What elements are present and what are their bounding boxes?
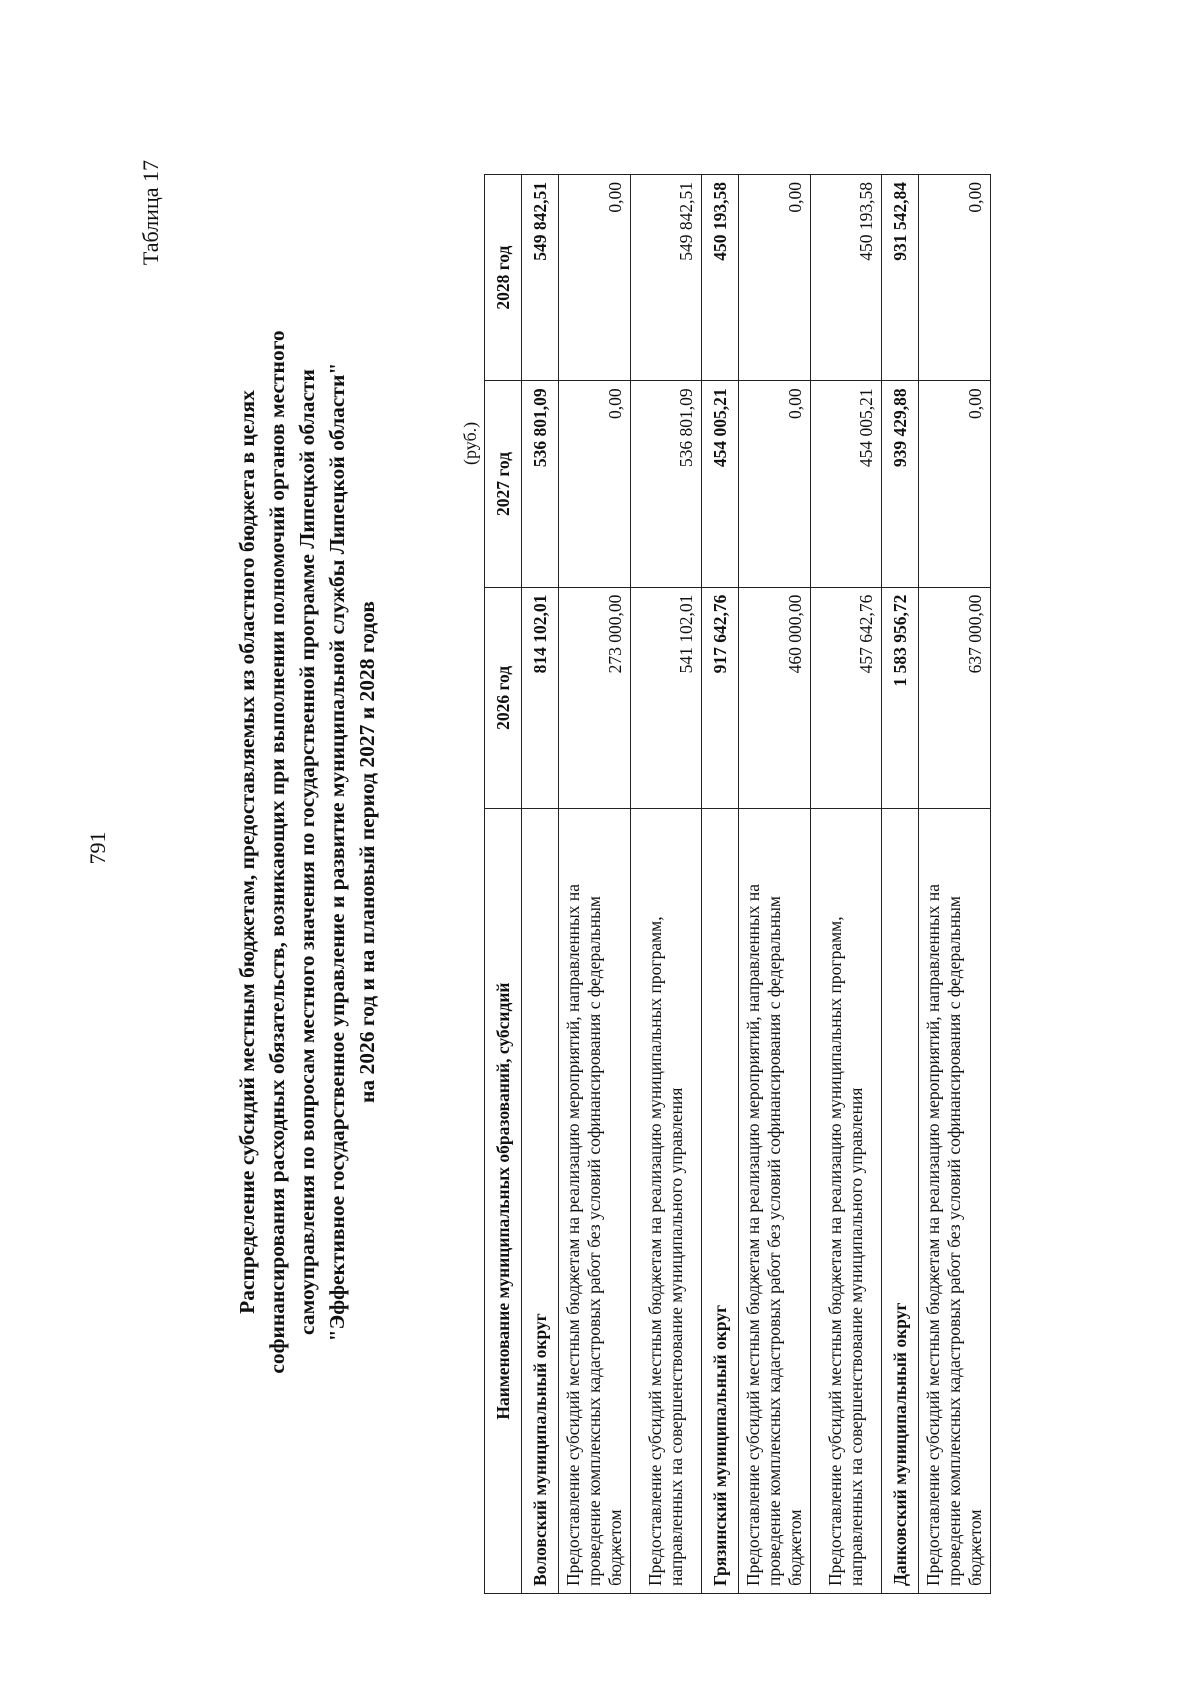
value-2028: 0,00 xyxy=(559,175,631,381)
table-row-item xyxy=(919,175,991,1594)
value-2027: 454 005,21 xyxy=(811,381,882,587)
row-name: Данковский муниципальный округ xyxy=(882,809,919,1594)
value-2027: 454 005,21 xyxy=(702,381,739,587)
title-line: самоуправления по вопросам местного значения по государственной программе Липецкой области xyxy=(295,369,319,1335)
value-2026: 457 642,76 xyxy=(811,587,882,808)
value-2027: 536 801,09 xyxy=(631,381,702,587)
value-2026: 637 000,00 xyxy=(919,587,991,808)
subsidy-table xyxy=(484,174,991,1594)
header-2028: 2028 год xyxy=(485,175,522,381)
value-2027: 939 429,88 xyxy=(882,381,919,587)
row-name: Предоставление субсидий местным бюджетам на реализацию мероприятий, направленных на проведение комплексных кадастровых работ без условий софинансирования с федеральным бюджетом xyxy=(559,809,631,1594)
row-name: Предоставление субсидий местным бюджетам на реализацию мероприятий, направленных на проведение комплексных кадастровых работ без условий софинансирования с федеральным бюджетом xyxy=(739,809,811,1594)
value-2027: 0,00 xyxy=(559,381,631,587)
page-number: 791 xyxy=(85,831,110,865)
row-name: Предоставление субсидий местным бюджетам на реализацию мероприятий, направленных на проведение комплексных кадастровых работ без условий софинансирования с федеральным бюджетом xyxy=(919,809,991,1594)
document-title xyxy=(232,182,382,1522)
header-name: Наименование муниципальных образований, субсидий xyxy=(485,809,522,1594)
title-line: софинансирования расходных обязательств, возникающих при выполнении полномочий органов местного xyxy=(265,330,289,1374)
table-row-item xyxy=(631,175,702,1594)
value-2026: 273 000,00 xyxy=(559,587,631,808)
value-2026: 460 000,00 xyxy=(739,587,811,808)
value-2026: 1 583 956,72 xyxy=(882,587,919,808)
table-label: Таблица 17 xyxy=(138,160,163,266)
value-2028: 450 193,58 xyxy=(702,175,739,381)
title-line: "Эффективное государственное управление и развитие муниципальной службы Липецкой области" xyxy=(325,362,349,1342)
row-name: Воловский муниципальный округ xyxy=(522,809,559,1594)
value-2028: 931 542,84 xyxy=(882,175,919,381)
value-2027: 0,00 xyxy=(919,381,991,587)
table-row-item xyxy=(811,175,882,1594)
title-line: Распределение субсидий местным бюджетам, предоставляемых из областного бюджета в целях xyxy=(235,390,259,1314)
table-row-district xyxy=(702,175,739,1594)
value-2027: 536 801,09 xyxy=(522,381,559,587)
value-2028: 549 842,51 xyxy=(631,175,702,381)
value-2026: 814 102,01 xyxy=(522,587,559,808)
value-2028: 0,00 xyxy=(739,175,811,381)
value-2026: 917 642,76 xyxy=(702,587,739,808)
value-2027: 0,00 xyxy=(739,381,811,587)
table-row-item xyxy=(739,175,811,1594)
header-2026: 2026 год xyxy=(485,587,522,808)
table-row-item xyxy=(559,175,631,1594)
title-line: на 2026 год и на плановый период 2027 и 2028 годов xyxy=(355,601,379,1103)
unit-label: (руб.) xyxy=(460,421,480,465)
table-header-row xyxy=(485,175,522,1594)
row-name: Грязинский муниципальный округ xyxy=(702,809,739,1594)
row-name: Предоставление субсидий местным бюджетам на реализацию муниципальных программ, направленных на совершенствование муниципального управления xyxy=(631,809,702,1594)
row-name: Предоставление субсидий местным бюджетам на реализацию муниципальных программ, направленных на совершенствование муниципального управления xyxy=(811,809,882,1594)
value-2028: 0,00 xyxy=(919,175,991,381)
value-2026: 541 102,01 xyxy=(631,587,702,808)
value-2028: 549 842,51 xyxy=(522,175,559,381)
header-2027: 2027 год xyxy=(485,381,522,587)
value-2028: 450 193,58 xyxy=(811,175,882,381)
table-row-district xyxy=(882,175,919,1594)
table-row-district xyxy=(522,175,559,1594)
